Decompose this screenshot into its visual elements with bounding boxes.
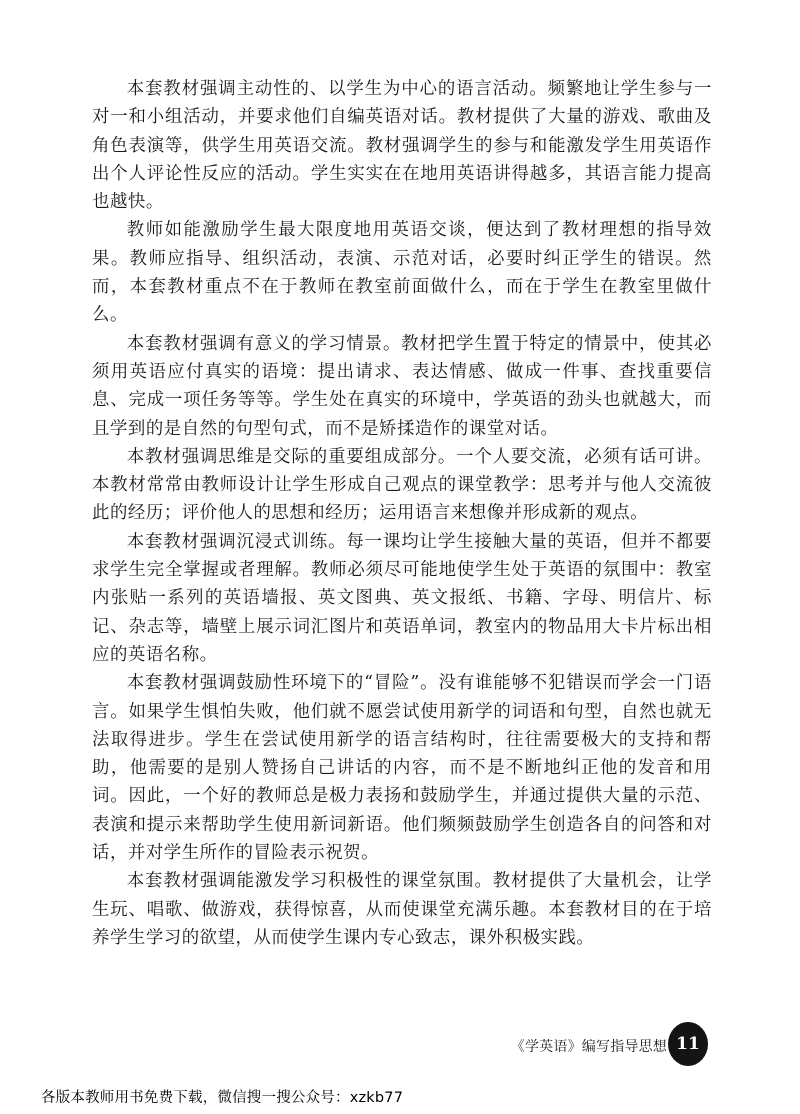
paragraph-6: 本套教材强调鼓励性环境下的“冒险”。没有谁能够不犯错误而学会一门语言。如果学生惧怕失败，他们就不愿尝试使用新学的词语和句型，自然也就无法取得进步。学生在尝试使用新学的语言结构时，往往需要极大的支持和帮助，他需要的是别人赞扬自己讲话的内容，而不是不断地纠正他的发音和用词。因此，一个好的教师总是极力表扬和鼓励学生，并通过提供大量的示范、表演和提示来帮助学生使用新词新语。他们频频鼓励学生创造各自的问答和对话，并对学生所作的冒险表示祝贺。 xyxy=(92,673,712,864)
paragraph-2: 教师如能激励学生最大限度地用英语交谈，便达到了教材理想的指导效果。教师应指导、组织活动，表演、示范对话，必要时纠正学生的错误。然而，本套教材重点不在于教师在教室前面做什么，而在于学生在教室里做什么。 xyxy=(92,220,712,326)
paragraph-1: 本套教材强调主动性的、以学生为中心的语言活动。频繁地让学生参与一对一和小组活动，并要求他们自编英语对话。教材提供了大量的游戏、歌曲及角色表演等，供学生用英语交流。教材强调学生的参与和能激发学生用英语作出个人评论性反应的活动。学生实实在在地用英语讲得越多，其语言能力提高也越快。 xyxy=(92,79,712,213)
paragraph-7: 本套教材强调能激发学习积极性的课堂氛围。教材提供了大量机会，让学生玩、唱歌、做游戏，获得惊喜，从而使课堂充满乐趣。本套教材目的在于培养学生学习的欲望，从而使学生课内专心致志，课外积极实践。 xyxy=(92,871,712,948)
paragraph-4: 本教材强调思维是交际的重要组成部分。一个人要交流，必须有话可讲。本教材常常由教师设计让学生形成自己观点的课堂教学：思考并与他人交流彼此的经历；评价他人的思想和经历；运用语言来想像并形成新的观点。 xyxy=(92,446,712,524)
page-number-badge: 11 xyxy=(668,1022,708,1066)
paragraph-5: 本套教材强调沉浸式训练。每一课均让学生接触大量的英语，但并不都要求学生完全掌握或者理解。教师必须尽可能地使学生处于英语的氛围中：教室内张贴一系列的英语墙报、英文图典、英文报纸、书籍、字母、明信片、标记、杂志等，墙壁上展示词汇图片和英语单词，教室内的物品用大卡片标出相应的英语名称。 xyxy=(92,531,712,665)
paragraph-3: 本套教材强调有意义的学习情景。教材把学生置于特定的情景中，使其必须用英语应付真实的语境：提出请求、表达情感、做成一件事、查找重要信息、完成一项任务等等。学生处在真实的环境中，学英语的劲头也就越大，而且学到的是自然的句型句式，而不是矫揉造作的课堂对话。 xyxy=(92,333,712,439)
footer-section-title: 《学英语》编写指导思想 xyxy=(510,1039,667,1055)
body-text xyxy=(92,75,712,952)
download-notice: 各版本教师用书免费下载，微信搜一搜公众号：xzkb77 xyxy=(41,1090,404,1106)
